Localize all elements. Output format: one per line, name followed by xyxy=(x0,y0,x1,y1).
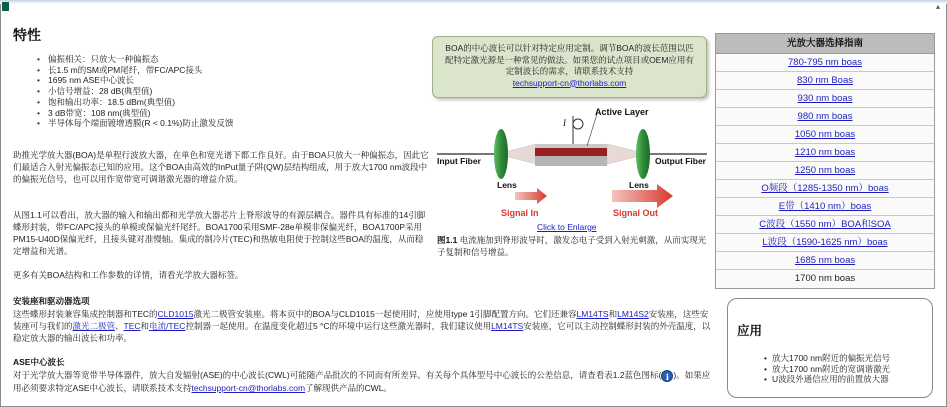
tec-link[interactable]: TEC xyxy=(123,321,141,331)
signal-in-label: Signal In xyxy=(501,208,539,218)
output-fiber-label: Output Fiber xyxy=(655,156,706,166)
cld1015-link[interactable]: CLD1015 xyxy=(157,309,194,319)
list-item: • 放大1700 nm附近的偏振光信号 xyxy=(772,353,890,364)
guide-link-e-band[interactable]: E带（1410 nm）boas xyxy=(778,201,872,212)
lens-right-label: Lens xyxy=(629,180,649,190)
guide-link-930[interactable]: 930 nm boas xyxy=(797,93,853,104)
structure-paragraph: 从图1.1可以看出，放大器的输入和输出都和光学放大器芯片上脊形波导的有源层耦合。器件具有标准的14引脚蝶形封装，带FC/APC接头的单模或保偏光纤尾纤。BOA1700采用SMF-28e单模非保偏光纤，BOA1700P采用PM15-U40D保偏光纤，且接头键对准慢轴。集成的制冷片(TEC)和热敏电阻使于控制这些BOA的温度，从而稳定增益和光谱。 xyxy=(13,210,426,256)
input-fiber-label: Input Fiber xyxy=(437,156,481,166)
guide-row[interactable] xyxy=(716,72,934,90)
guide-row[interactable] xyxy=(716,216,934,234)
chip-bottom xyxy=(535,156,607,166)
scroll-marker xyxy=(2,2,9,11)
active-layer-label: Active Layer xyxy=(595,107,649,117)
lm14s2-link[interactable]: LM14S2 xyxy=(617,309,649,319)
guide-link-l-band[interactable]: L波段（1590-1625 nm）boas xyxy=(762,237,888,248)
text-span: 、 xyxy=(115,321,124,331)
guide-row[interactable] xyxy=(716,162,934,180)
guide-link-980[interactable]: 980 nm boas xyxy=(797,111,853,122)
signal-in-arrow xyxy=(515,188,547,204)
intro-paragraph: 助推光学放大器(BOA)是单程行波放大器，在单色和宽光谱下都工作良好。由于BOA只放大一种偏振态，因此它们最适合入射光偏振态已知的应用。这个BOA由高效的InPut量子阱(QW)层结构组成，用于放大1700 nm波段中的偏振光信号，也可以用作宽带宽可调谐激光器的增益介质。 xyxy=(13,150,429,184)
applications-list xyxy=(772,353,890,385)
guide-row-current: 1700 nm boas xyxy=(716,270,934,288)
chip-top xyxy=(535,144,607,148)
text-span: 了解现供产品的CWL。 xyxy=(305,382,392,393)
top-border xyxy=(0,0,947,4)
text-span: 安装座，它可以主动控制蝶形封装的外壳温度，以稳定放大器的输出波长和功率。 xyxy=(13,321,711,343)
guide-row[interactable] xyxy=(716,180,934,198)
figure-label: 图1.1 xyxy=(437,235,458,245)
guide-link-1050[interactable]: 1050 nm boas xyxy=(794,129,856,140)
guide-row[interactable] xyxy=(716,144,934,162)
features-heading: 特性 xyxy=(13,27,41,43)
guide-row[interactable] xyxy=(716,108,934,126)
lm14ts-link-2[interactable]: LM14TS xyxy=(491,321,524,331)
guide-link-830[interactable]: 830 nm Boas xyxy=(797,75,853,86)
list-item: • 半导体每个端面镀增透膜(R < 0.1%)防止激发反馈 xyxy=(48,118,388,129)
guide-link-780[interactable]: 780-795 nm boas xyxy=(788,57,862,68)
guide-row[interactable] xyxy=(716,198,934,216)
note-email-link[interactable]: techsupport-cn@thorlabs.com xyxy=(512,77,627,88)
laser-diode-link[interactable]: 激光二极管 xyxy=(72,321,116,331)
list-item: • 偏振相关：只放大一种偏振态 xyxy=(48,54,388,65)
list-item: • 1695 nm ASE中心波长 xyxy=(48,75,388,86)
scroll-up-arrow-icon[interactable]: ▴ xyxy=(935,2,940,11)
boa-diagram xyxy=(437,104,707,226)
click-to-enlarge-link[interactable]: Click to Enlarge xyxy=(537,222,597,232)
guide-row[interactable] xyxy=(716,54,934,72)
selection-guide-heading: 光放大器选择指南 xyxy=(716,34,934,54)
lens-right xyxy=(636,129,650,179)
active-layer-pointer xyxy=(587,114,597,146)
selection-guide xyxy=(715,33,935,289)
features-list xyxy=(48,54,388,129)
lm14ts-link[interactable]: LM14TS xyxy=(576,309,609,319)
guide-link-1210[interactable]: 1210 nm boas xyxy=(794,147,856,158)
list-item: • U波段外通信应用的前置放大器 xyxy=(772,374,890,385)
figure-caption-text: 电流施加到脊形波导时，激发态电子受到入射光刺激，从而实现光子复制和信号增益。 xyxy=(437,235,707,257)
figure-caption xyxy=(437,234,707,258)
custom-wavelength-note xyxy=(432,36,707,98)
guide-link-1250[interactable]: 1250 nm boas xyxy=(794,165,856,176)
mount-paragraph xyxy=(13,308,713,344)
ase-heading: ASE中心波长 xyxy=(13,357,65,367)
guide-link-1685[interactable]: 1685 nm boas xyxy=(794,255,856,266)
text-span: 这些蝶形封装兼容集成控制器和TEC的 xyxy=(13,309,158,319)
signal-out-label: Signal Out xyxy=(613,208,658,218)
guide-row[interactable] xyxy=(716,234,934,252)
current-tec-link[interactable]: 电流/TEC xyxy=(149,321,186,331)
ase-paragraph xyxy=(13,369,713,394)
lens-left xyxy=(494,129,508,179)
guide-link-c-band[interactable]: C波段（1550 nm）BOA和SOA xyxy=(759,219,891,230)
guide-link-o-band[interactable]: O频段（1285-1350 nm）boas xyxy=(761,183,889,194)
current-label: I xyxy=(563,118,566,128)
info-icon[interactable]: i xyxy=(661,370,673,382)
lens-left-label: Lens xyxy=(497,180,517,190)
text-span: 激光二极管安装座。将本页中的BOA与CLD1015一起使用时，应使用type 1引脚配置方向。它们还兼容 xyxy=(193,309,577,319)
guide-row[interactable] xyxy=(716,252,934,270)
active-layer xyxy=(535,148,607,156)
text-span: 安装座，这些安装座可与我们的 xyxy=(13,309,709,331)
current-source xyxy=(573,119,583,129)
text-span: 和 xyxy=(140,321,150,331)
text-span: )。如果应用必须要求特定ASE中心波长，请联系技术支持 xyxy=(13,370,711,393)
note-text: BOA的中心波长可以针对特定应用定制。调节BOA的波长范围以匹配特定激光源是一种常见的做法。如果您的试点项目或OEM应用有定制波长的需求，请联系技术支持 xyxy=(445,43,694,76)
list-item: • 小信号增益：28 dB(典型值) xyxy=(48,86,388,97)
mount-heading: 安装座和驱动器选项 xyxy=(13,296,90,306)
text-span: 和 xyxy=(608,309,618,319)
list-item: • 放大1700 nm附近的宽调谐激光 xyxy=(772,364,890,375)
text-span: 对于光学放大器等宽带半导体器件，放大自发辐射(ASE)的中心波长(CWL)可能随产品批次的不同而有所差异。有关每个具体型号中心波长的公差信息，请查看表1.2蓝色图标( xyxy=(13,370,662,380)
list-item: • 3 dB带宽：108 nm(典型值) xyxy=(48,108,388,119)
text-span: 控制器一起使用。在温度变化超过5 °C的环境中运行这些激光器时，我们建议使用 xyxy=(185,321,492,331)
applications-heading: 应用 xyxy=(737,324,763,338)
guide-row[interactable] xyxy=(716,126,934,144)
applications-box xyxy=(727,298,933,398)
techsupport-email-link[interactable]: techsupport-cn@thorlabs.com xyxy=(191,382,306,393)
list-item: • 长1.5 m的SM或PM尾纤，带FC/APC接头 xyxy=(48,65,388,76)
more-info-paragraph: 更多有关BOA结构和工作参数的详情，请看光学放大器标签。 xyxy=(13,270,244,280)
list-item: • 饱和输出功率：18.5 dBm(典型值) xyxy=(48,97,388,108)
guide-row[interactable] xyxy=(716,90,934,108)
